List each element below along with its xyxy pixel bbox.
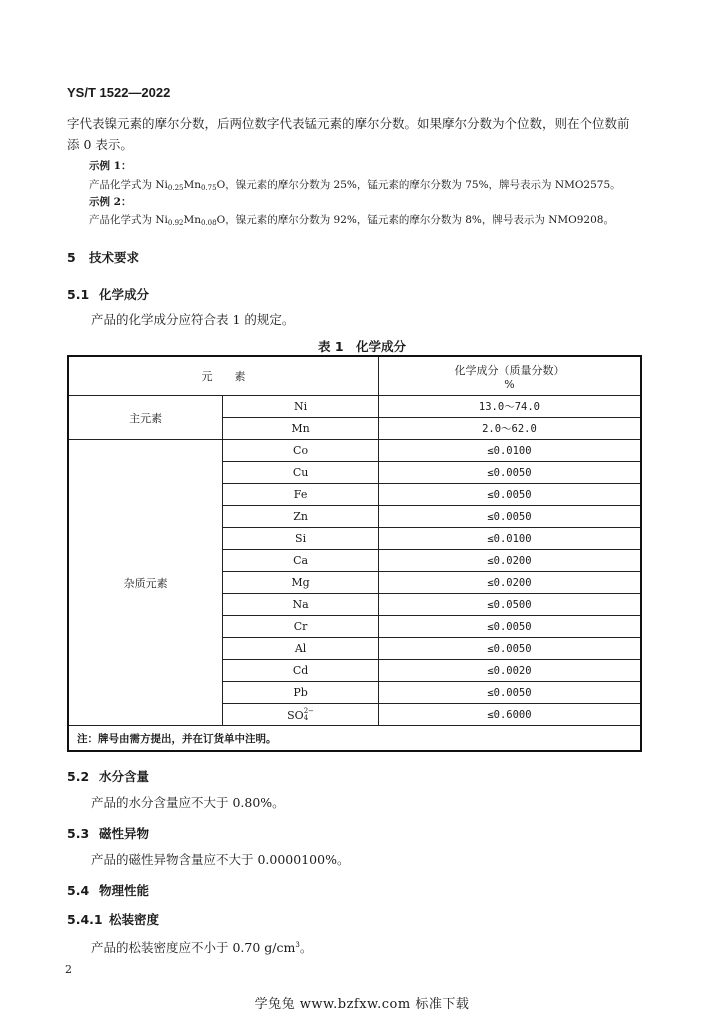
- element-cell: Si: [223, 528, 379, 550]
- value-cell: ≤0.0050: [378, 484, 641, 506]
- section-5-3-heading: 5.3 磁性异物: [67, 826, 150, 841]
- value-cell: ≤0.0050: [378, 616, 641, 638]
- example-1-label: 示例 1：: [89, 160, 132, 172]
- value-cell: ≤0.0050: [378, 682, 641, 704]
- section-5-4-1-text: 产品的松装密度应不小于 0.70 $g/cm^3$。: [91, 940, 313, 955]
- element-cell-sulfate: SO 2− 4: [223, 704, 379, 726]
- standard-code: YS/T 1522—2022: [67, 85, 171, 100]
- value-cell: ≤0.0100: [378, 440, 641, 462]
- section-5-1-text: 产品的化学成分应符合表 1 的规定。: [91, 312, 295, 327]
- value-cell: ≤0.0050: [378, 638, 641, 660]
- intro-line-1: 字代表镍元素的摩尔分数，后两位数字代表锰元素的摩尔分数。如果摩尔分数为个位数，则在个位数前: [67, 116, 630, 131]
- impurity-group-label: 杂质元素: [68, 440, 223, 726]
- element-cell: Na: [223, 594, 379, 616]
- element-cell: Ca: [223, 550, 379, 572]
- table-row: [68, 396, 641, 418]
- value-cell: ≤0.0200: [378, 550, 641, 572]
- table-row: [68, 440, 641, 462]
- element-cell: Cr: [223, 616, 379, 638]
- intro-line-2: 添 0 表示。: [67, 137, 133, 152]
- section-5-4-1-heading: 5.4.1 松装密度: [67, 912, 160, 927]
- example-1-text: 产品化学式为 $Ni_{0.25}Mn_{0.75}O$，镍元素的摩尔分数为 25%，锰元素的摩尔分数为 75%，牌号表示为 NMO2575。: [89, 179, 621, 192]
- element-cell: Mn: [223, 418, 379, 440]
- main-group-label: 主元素: [68, 396, 223, 440]
- page-number: 2: [65, 963, 72, 976]
- value-cell: ≤0.6000: [378, 704, 641, 726]
- element-cell: Cu: [223, 462, 379, 484]
- table-note: 注：牌号由需方提出，并在订货单中注明。: [68, 726, 641, 752]
- example-2-label: 示例 2：: [89, 196, 132, 208]
- element-cell: Mg: [223, 572, 379, 594]
- section-5-3-text: 产品的磁性异物含量应不大于 0.0000100%。: [91, 852, 350, 867]
- element-cell: Co: [223, 440, 379, 462]
- value-cell: 2.0～62.0: [378, 418, 641, 440]
- section-5-heading: 5 技术要求: [67, 250, 140, 265]
- section-5-2-heading: 5.2 水分含量: [67, 769, 150, 784]
- footer-watermark: 学兔兔 www.bzfxw.com 标准下载: [254, 997, 470, 1012]
- element-cell: Zn: [223, 506, 379, 528]
- element-cell: Al: [223, 638, 379, 660]
- example-2-text: 产品化学式为 $Ni_{0.92}Mn_{0.08}O$，镍元素的摩尔分数为 92%，锰元素的摩尔分数为 8%，牌号表示为 NMO9208。: [89, 214, 614, 227]
- header-element: 元 素: [68, 356, 378, 396]
- value-cell: ≤0.0020: [378, 660, 641, 682]
- value-cell: ≤0.0200: [378, 572, 641, 594]
- value-cell: ≤0.0100: [378, 528, 641, 550]
- element-cell: Cd: [223, 660, 379, 682]
- value-cell: ≤0.0050: [378, 506, 641, 528]
- section-5-1-heading: 5.1 化学成分: [67, 287, 150, 302]
- table-title: 表 1 化学成分: [317, 339, 407, 354]
- header-composition: 化学成分（质量分数） %: [378, 356, 641, 396]
- value-cell: ≤0.0050: [378, 462, 641, 484]
- value-cell: ≤0.0500: [378, 594, 641, 616]
- value-cell: 13.0～74.0: [378, 396, 641, 418]
- element-cell: Pb: [223, 682, 379, 704]
- chemical-composition-table: [67, 355, 642, 752]
- element-cell: Fe: [223, 484, 379, 506]
- element-cell: Ni: [223, 396, 379, 418]
- section-5-4-heading: 5.4 物理性能: [67, 883, 150, 898]
- section-5-2-text: 产品的水分含量应不大于 0.80%。: [91, 795, 285, 810]
